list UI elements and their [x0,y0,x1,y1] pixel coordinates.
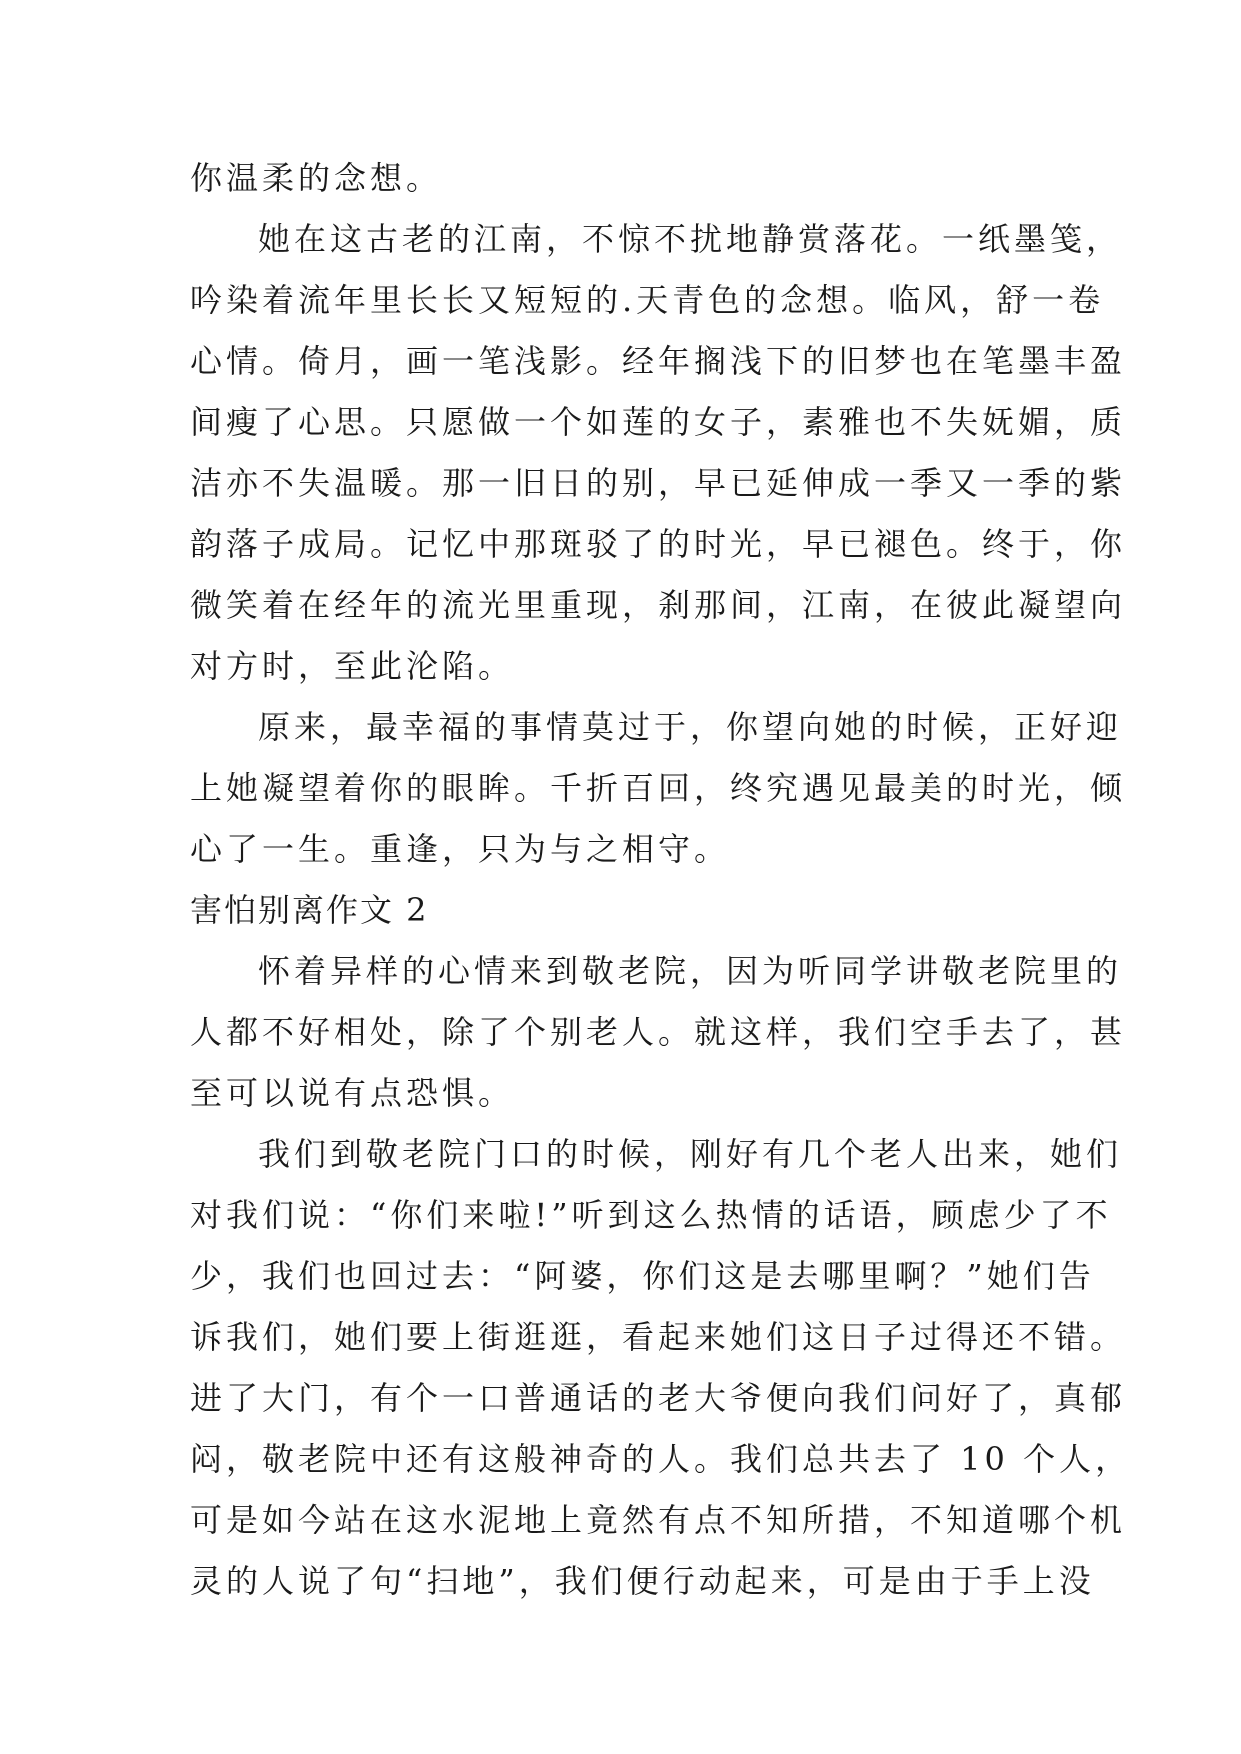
text-line: 对我们说：“你们来啦!”听到这么热情的话语，顾虑少了不 [190,1196,1112,1234]
text-line: 至可以说有点恐惧。 [190,1074,515,1112]
document-body [190,148,1132,1612]
text-line: 洁亦不失温暖。那一旧日的别，早已延伸成一季又一季的紫 [190,464,1127,502]
text-line: 上她凝望着你的眼眸。千折百回，终究遇见最美的时光，倾 [190,769,1127,807]
text-line: 吟染着流年里长长又短短的.天青色的念想。临风，舒一卷 [190,281,1105,319]
text-line: 灵的人说了句“扫地”，我们便行动起来，可是由于手上没 [190,1562,1095,1600]
paragraph-first-line: 我们到敬老院门口的时候，刚好有几个老人出来，她们 [258,1135,1123,1173]
section-heading: 害怕别离作文 2 [190,891,429,929]
text-line: 你温柔的念想。 [190,159,443,197]
text-line: 少，我们也回过去：“阿婆，你们这是去哪里啊？”她们告 [190,1257,1095,1295]
text-line: 人都不好相处，除了个别老人。就这样，我们空手去了，甚 [190,1013,1127,1051]
text-line: 韵落子成局。记忆中那斑驳了的时光，早已褪色。终于，你 [190,525,1127,563]
text-line: 心了一生。重逢，只为与之相守。 [190,830,731,868]
text-line: 闷，敬老院中还有这般神奇的人。我们总共去了 10 个人， [190,1440,1132,1478]
text-line: 微笑着在经年的流光里重现，刹那间，江南，在彼此凝望向 [190,586,1127,624]
text-line: 对方时，至此沦陷。 [190,647,515,685]
paragraph-first-line: 怀着异样的心情来到敬老院，因为听同学讲敬老院里的 [258,952,1123,990]
text-line: 诉我们，她们要上街逛逛，看起来她们这日子过得还不错。 [190,1318,1127,1356]
text-line: 可是如今站在这水泥地上竟然有点不知所措，不知道哪个机 [190,1501,1127,1539]
text-line: 间瘦了心思。只愿做一个如莲的女子，素雅也不失妩媚，质 [190,403,1127,441]
text-line: 心情。倚月，画一笔浅影。经年搁浅下的旧梦也在笔墨丰盈 [190,342,1127,380]
text-line: 进了大门，有个一口普通话的老大爷便向我们问好了，真郁 [190,1379,1127,1417]
paragraph-first-line: 她在这古老的江南，不惊不扰地静赏落花。一纸墨笺， [258,220,1123,258]
paragraph-first-line: 原来，最幸福的事情莫过于，你望向她的时候，正好迎 [258,708,1123,746]
